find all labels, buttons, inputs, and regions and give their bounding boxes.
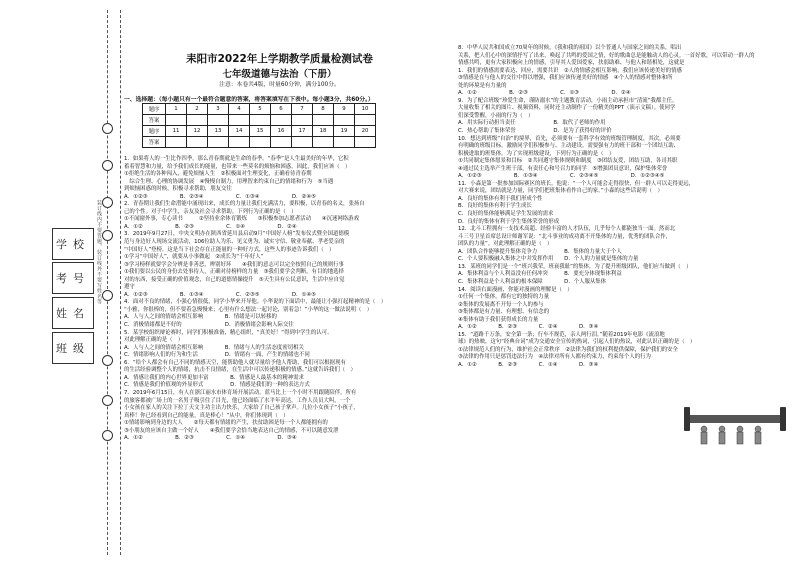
question-number: 10 [355,104,376,115]
question-line: ①学习“中国好人”，就要从小事做起 ②成长为“千年好人” [124,254,264,261]
person-head [719,426,725,432]
question-number: 15 [250,126,271,137]
question-line: A．①②③ B．①③④ C．②③⑤ D．①④⑤ [124,291,316,298]
question-number: 11 [166,126,187,137]
question-line: B．良好的集体有利于学生成长 [458,203,532,210]
question-line: “中国好人”登榜。这是当下社会存在正能量的一种好方式，这些人的事迹告诉我们（ ） [124,246,335,253]
weight-plate [684,407,690,431]
answer-cell[interactable] [229,115,250,126]
school-field[interactable]: 学校 [52,228,94,260]
answer-cell[interactable] [271,137,292,148]
answer-cell[interactable] [334,115,355,126]
binding-line [107,10,108,555]
question-line: 的生活经验调整个人的情绪，抗击不良情绪，在生活中可以传递积极的情感。”这就告诉我们（ ） [124,367,356,374]
question-line: A．①② B．②③ C．②④ D．③④ [458,324,599,331]
question-line: C．情绪影响人们的行为和生活 D．情绪有一面，产生的情绪也不同 [124,352,310,359]
question-line: ④通过民主选举产生班干部，有责任心和号召力的同学 ⑤增强团员意识，保护集体荣誉 [458,165,668,172]
question-line: 处的环境是有力量的 [458,82,507,89]
binding-hole [102,160,113,171]
question-line: A．①②③ B．①③④ C．②③④⑤ D．①②③④⑤ [458,173,665,180]
question-line: ①情绪影响到身边的大人 ②每天都有情绪的产生，扶贫助困是每一个人都能拥有的 [124,420,328,427]
binding-hole [102,123,113,134]
question-number: 16 [271,126,292,137]
question-line: ②集体的发展离不开每一个人的参与 [458,301,544,308]
question-line: 关系，把人们心中的深情抒写了出来，唤起了共鸣的爱国之情，好的歌曲总是能触动人的心灵。一首好歌，可以带动一群人的 [458,52,755,59]
answer-cell[interactable] [250,115,271,126]
question-line: 斗三号卫星首席总设计师谢军说：“北斗事业的成功离不开集体的力量，优秀的团队合作， [458,233,672,240]
question-line: 对此理解正确的是（ ） [124,337,184,344]
answer-cell[interactable] [166,137,187,148]
answer-cell[interactable] [355,137,376,148]
question-line: 10．想达到班级“自治”的境界，首先，必须要有一套科学有效的班级管理制度，其次，必须要 [458,135,681,142]
question-line: 积极进取的班集体。为了实现班级建设，下列行为正确的是（ ） [458,150,615,157]
question-line: A．①② B．②③ C．①④ D．②④ [124,223,297,230]
question-line: A．①② B．②③ C．①④ D．③④ [458,361,599,368]
answer-cell[interactable] [313,115,334,126]
person-body [719,432,725,444]
binding-line-inner [120,10,121,555]
question-line: 4．面对不良的情绪，小强心情很低，同学小华来开导他。小华说的下面话中，最能让小强打起精神的是（ ） [124,299,387,306]
question-line: ③情感是在与他人的交往中得以增强，我们应该传递美好的情感 ④个人的情感对整体和所 [458,75,673,82]
question-line: A．①②③ B．②③④ C．①③④ D．②④⑤ [124,193,316,200]
question-line: C．情感是我们价值观的外显形式 D．情感是我们的一种的表达方式 [124,382,310,389]
question-line: A．用实际行动担当责任 B．取代了老师的作用 [458,120,606,127]
question-line: C．消极情绪都是不好的 D．消极情绪会影响人际交往 [124,322,294,329]
question-line: ④集体有助于我们获得成长的力量 [458,316,539,323]
table-header: 答案 [143,115,166,126]
question-line: 范与身边好人现场交流活动，106位助人为乐、见义勇为、诚实守信、敬业奉献、孝老爱亲的 [124,239,345,246]
answer-cell[interactable] [229,137,250,148]
question-line: 1．如果将人的一生比作四季，那么青春期就是生命的春季。“春季”是人生最美好的年华，它积 [124,156,349,162]
binding-hole [102,197,113,208]
question-number: 6 [271,104,292,115]
answer-cell[interactable] [208,137,229,148]
answer-cell[interactable] [292,137,313,148]
question-line: 15．“道路千万条，安全第一条；行车不规范，亲人两行泪。”随着2019年电影《流浪地 [458,331,665,338]
answer-cell[interactable] [355,115,376,126]
question-line: ③法律的作用只是惩罚违法行为 ④法律对所有人都有约束力，约束每个人的行为 [458,354,651,361]
question-number: 17 [292,126,313,137]
question-line: D．良好的集体有利于学生集体荣誉的形成 [458,218,560,225]
question-number: 13 [208,126,229,137]
question-line: 团队的力量”。对此理解正确的是（ ） [458,241,553,248]
section-heading: 一、选择题：（每小题只有一个最符合题意的答案，将答案填写在下表中。每小题3分，共60分。） [124,97,374,103]
question-number: 20 [355,126,376,137]
question-number: 7 [292,104,313,115]
question-line: 真棒！你已经看到自己的能量，真是棒心！”从中，你们体现到（ ） [124,412,289,419]
question-line: 12．北斗工程拥有一支技术高超、经验丰富的人才队伍，几乎每个人都能独当一面。然而北 [458,226,676,233]
question-line: ③学习榜样就要学会分辨是非善恶，辨别好坏 ④我们的意志可以完全按照自己的规则行事 [124,261,344,268]
cartoon-figure [684,393,786,447]
question-line: 14．阅读右面漫画，你能对漫画的理解是（ ） [458,286,573,293]
answer-cell[interactable] [250,137,271,148]
question-number: 1 [166,104,187,115]
person-body [737,432,743,444]
exam-note: 注意：本卷共4版，时量60分钟，满分100分。 [219,82,340,88]
answer-cell[interactable] [334,137,355,148]
binding-hole [102,430,113,441]
answer-table [142,103,376,148]
binding-margin [8,0,118,561]
binding-hole [102,355,113,366]
table-header: 题序 [143,126,166,137]
question-line: C．良好的集体能够满足学生发展的需求 [458,211,554,218]
question-line: 9．为了配合班级“珍爱生命，谨防溺水”的主题教育活动，小雨主动承担市“清流”我都主任。 [458,97,678,104]
question-number: 12 [187,126,208,137]
question-line: 综合生理、心理的协调发展 ④慢慢自制力，用理智来约束自己的情绪和行为 ⑤当遇 [124,178,334,185]
question-number: 5 [250,104,271,115]
question-line: ①我们要以公民的身份去处事待人，正确对待榜样的力量 ③我们要学会判断，有目的地选择 [124,269,344,276]
question-line: A．①② B．②③ C．①④ D．③④ [124,435,297,442]
question-line: 11．小森是第一批参加国际赛区的班长，他说：“一个人可能会走得很快，但一群人可以走得更远， [458,180,695,187]
question-line: 6．“给个人都会有自己不同的情感天空，能帮助他人就尽量给予他人帮助，我们可以根据现有 [124,359,346,366]
table-header: 题序 [143,104,166,115]
question-line: A．团队合作能够提升集体竞争力 B．集体的力量大于个人 [458,248,622,255]
question-number: 4 [229,104,250,115]
question-line: 情感共鸣，更有大家积极向上的情感，引导其人爱国爱家，扶弱助难、与他人和谐相处，这就是 [458,60,685,67]
binding-warning: 装订线内不要答题，装订线外不要写姓名等 [96,200,102,305]
log-shape [686,415,784,423]
answer-cell[interactable] [292,115,313,126]
question-line: ③集体都是有力量、有理想、有信念的 [458,309,550,316]
question-number: 8 [313,104,334,115]
answer-cell[interactable] [208,115,229,126]
answer-cell[interactable] [313,137,334,148]
question-line: ①任何一个集体，都有它的独特的力量 [458,294,550,301]
question-line: A．集体利益与个人利益没有任何冲突 B．要充分体现集体利益 [458,271,622,278]
person-body [755,432,761,444]
exam-number-field[interactable]: 考号 [52,262,94,294]
person-head [701,426,707,432]
right-questions [458,45,784,370]
class-field[interactable]: 班级 [52,332,94,364]
question-number: 2 [187,104,208,115]
question-number: 9 [334,104,355,115]
question-number: 19 [334,126,355,137]
question-line: “小雅，你很棒的，但不要着急慢慢来；心里有什么想法一起讨论，别着急！”小华的这一做法说明（ ） [124,306,373,313]
question-line: 蓄着智慧和力量，给予我们成长的能量，也带来一些莫名的烦恼和困惑。因此，我们应该（ ） [124,163,351,170]
question-line: A．人与人之间的情绪会相互影响 B．情绪是可以转移的 [124,314,277,321]
question-line: C．个人要积极融入集体之中并发挥作用 D．个人的力量就是集体的力量 [458,256,639,263]
answer-cell[interactable] [166,115,187,126]
table-header: 答案 [143,137,166,148]
question-line: 对大赛来说，团结就是力量，同学们把班集体看作自己的家。”小森的这些话说明（ ） [458,188,663,195]
page-title: 耒阳市2022年上学期教学质量检测试卷 [186,53,373,65]
question-line: ①法律规范人们的行为，维护社会正常秩序 ②法律为我们的权利提供保障，保护我们的安全 [458,346,678,353]
question-line: 5．某学校组织辩论赛时，同学们积极准备，精心组织，“真美好！”得到中学生的认可。 [124,329,333,336]
question-line: 的旅客都被广场上的一名男子吸引住了目光，他已经面临了水平年高达，工作人员员大叫，一个 [124,397,351,404]
question-line: ①共同制定集体愿景和目标 ②共同遵守集体规则和制度 ③团结友爱，团结互助，各司其职 [458,158,678,165]
question-line: 8．中华人民共和国成立70周年的时候，《我和我的祖国》以个普通人与国家之间的关系，唱出 [458,45,682,51]
question-line: 7．2019年6月15日，有人在浙江丽水市体育场开展活动。蓝马比上一个小时不用跟随陪伴，所有 [124,389,357,396]
question-line: A．情感让我们的内心世界更加丰富 B．情感是人最基本的精神需求 [124,374,304,381]
binding-hole [102,290,113,301]
name-field[interactable]: 姓名 [52,297,94,329]
question-line: ①不闻窗外事，专心读书 ②坚持业余体育锻炼 ③积极参加志愿者活动 ④沉迷网络游戏 [124,216,359,223]
question-line: A．①② B．②③ C．①③ D．②④ [458,90,631,97]
page-subtitle: 七年级道德与法治（下册） [222,69,337,80]
question-line: 遵守 [124,284,135,291]
question-line: ①拒绝生活的各种闯入，避免烦恼人生 ②积极面对生理变化，正确看待青春期 [124,171,312,178]
question-line: C．热心帮助了集体荣誉 D．是为了获得好的评价 [458,128,612,135]
question-number: 3 [208,104,229,115]
question-line: 球》的热映，这句“经典台词”成为交通安全宣传的热词，引起人们的热议，对此认识正确的是（ ） [458,339,696,346]
person-body [701,432,707,444]
question-line: 们深受警醒，小雨的行为（ ） [458,112,534,119]
left-questions [124,156,442,443]
answer-cell[interactable] [187,137,208,148]
person-head [737,426,743,432]
question-line: 13．某班的同学们是一个“班兴我荣，班衰我耻”的集体，为了提升班级团队，他们应当做到（ ） [458,263,692,270]
question-line: 有明确的班级目标，激励同学们积极参与、主动建设。需要强有力的班干部和一个团结互助、 [458,143,680,150]
person-head [755,426,761,432]
question-line: ③小朋友的应该自主做一个好人 ④我们要学会恰当地表达自己的情感，不可以随意发泄 [124,427,339,434]
question-line: 1．我们的情感需要表达、回应，需要共识 ②人的情感会相互影响，我们应该传递美好的情感 [458,67,682,74]
question-line: 小女孩在家人的关注下拉丁天文主功主出力快乐，大家给了自己孩子掌声。几位小女孩子“小孩子， [124,405,359,412]
answer-cell[interactable] [271,115,292,126]
binding-hole [102,395,113,406]
question-line: 己的个性。对于中学生，亲友及社会寻求帮助。下列行为正确的是（ ） [124,208,297,215]
question-number: 18 [313,126,334,137]
binding-hole [102,230,113,241]
answer-cell[interactable] [187,115,208,126]
question-line: A．人与人之间的情绪会相互影响 B．情绪与人的生活态度密切相关 [124,344,304,351]
question-line: 对的东西，接受正确的价值观念，自己的道德情操提升 ⑤天生具有公民意识，生活中应自觉 [124,276,345,283]
question-line: 大量收集了相关的图片、视频资料，同时还主动制作了一份精美的PPT（演示文稿）。使同学 [458,105,676,112]
question-line: 3．2019年9月27日，中央文明办在陕西省延川县启动9月“中国好人榜”发布仪式暨全国道德模 [124,231,350,238]
question-number: 14 [229,126,250,137]
question-line: 到烦恼困惑的时候，积极寻求帮助，朋友交往 [124,186,232,193]
question-line: C．集体利益是个人利益的根本保障 D．个人服从集体 [458,278,607,285]
weight-plate [780,407,786,431]
question-line: A．良好的集体有利于我们形成个性 [458,195,543,202]
question-line: 2．青春期让我们生命潜能中涌现出来，成长的力量让我们充满活力，要积极，以青春的名义，张扬自 [124,201,365,208]
